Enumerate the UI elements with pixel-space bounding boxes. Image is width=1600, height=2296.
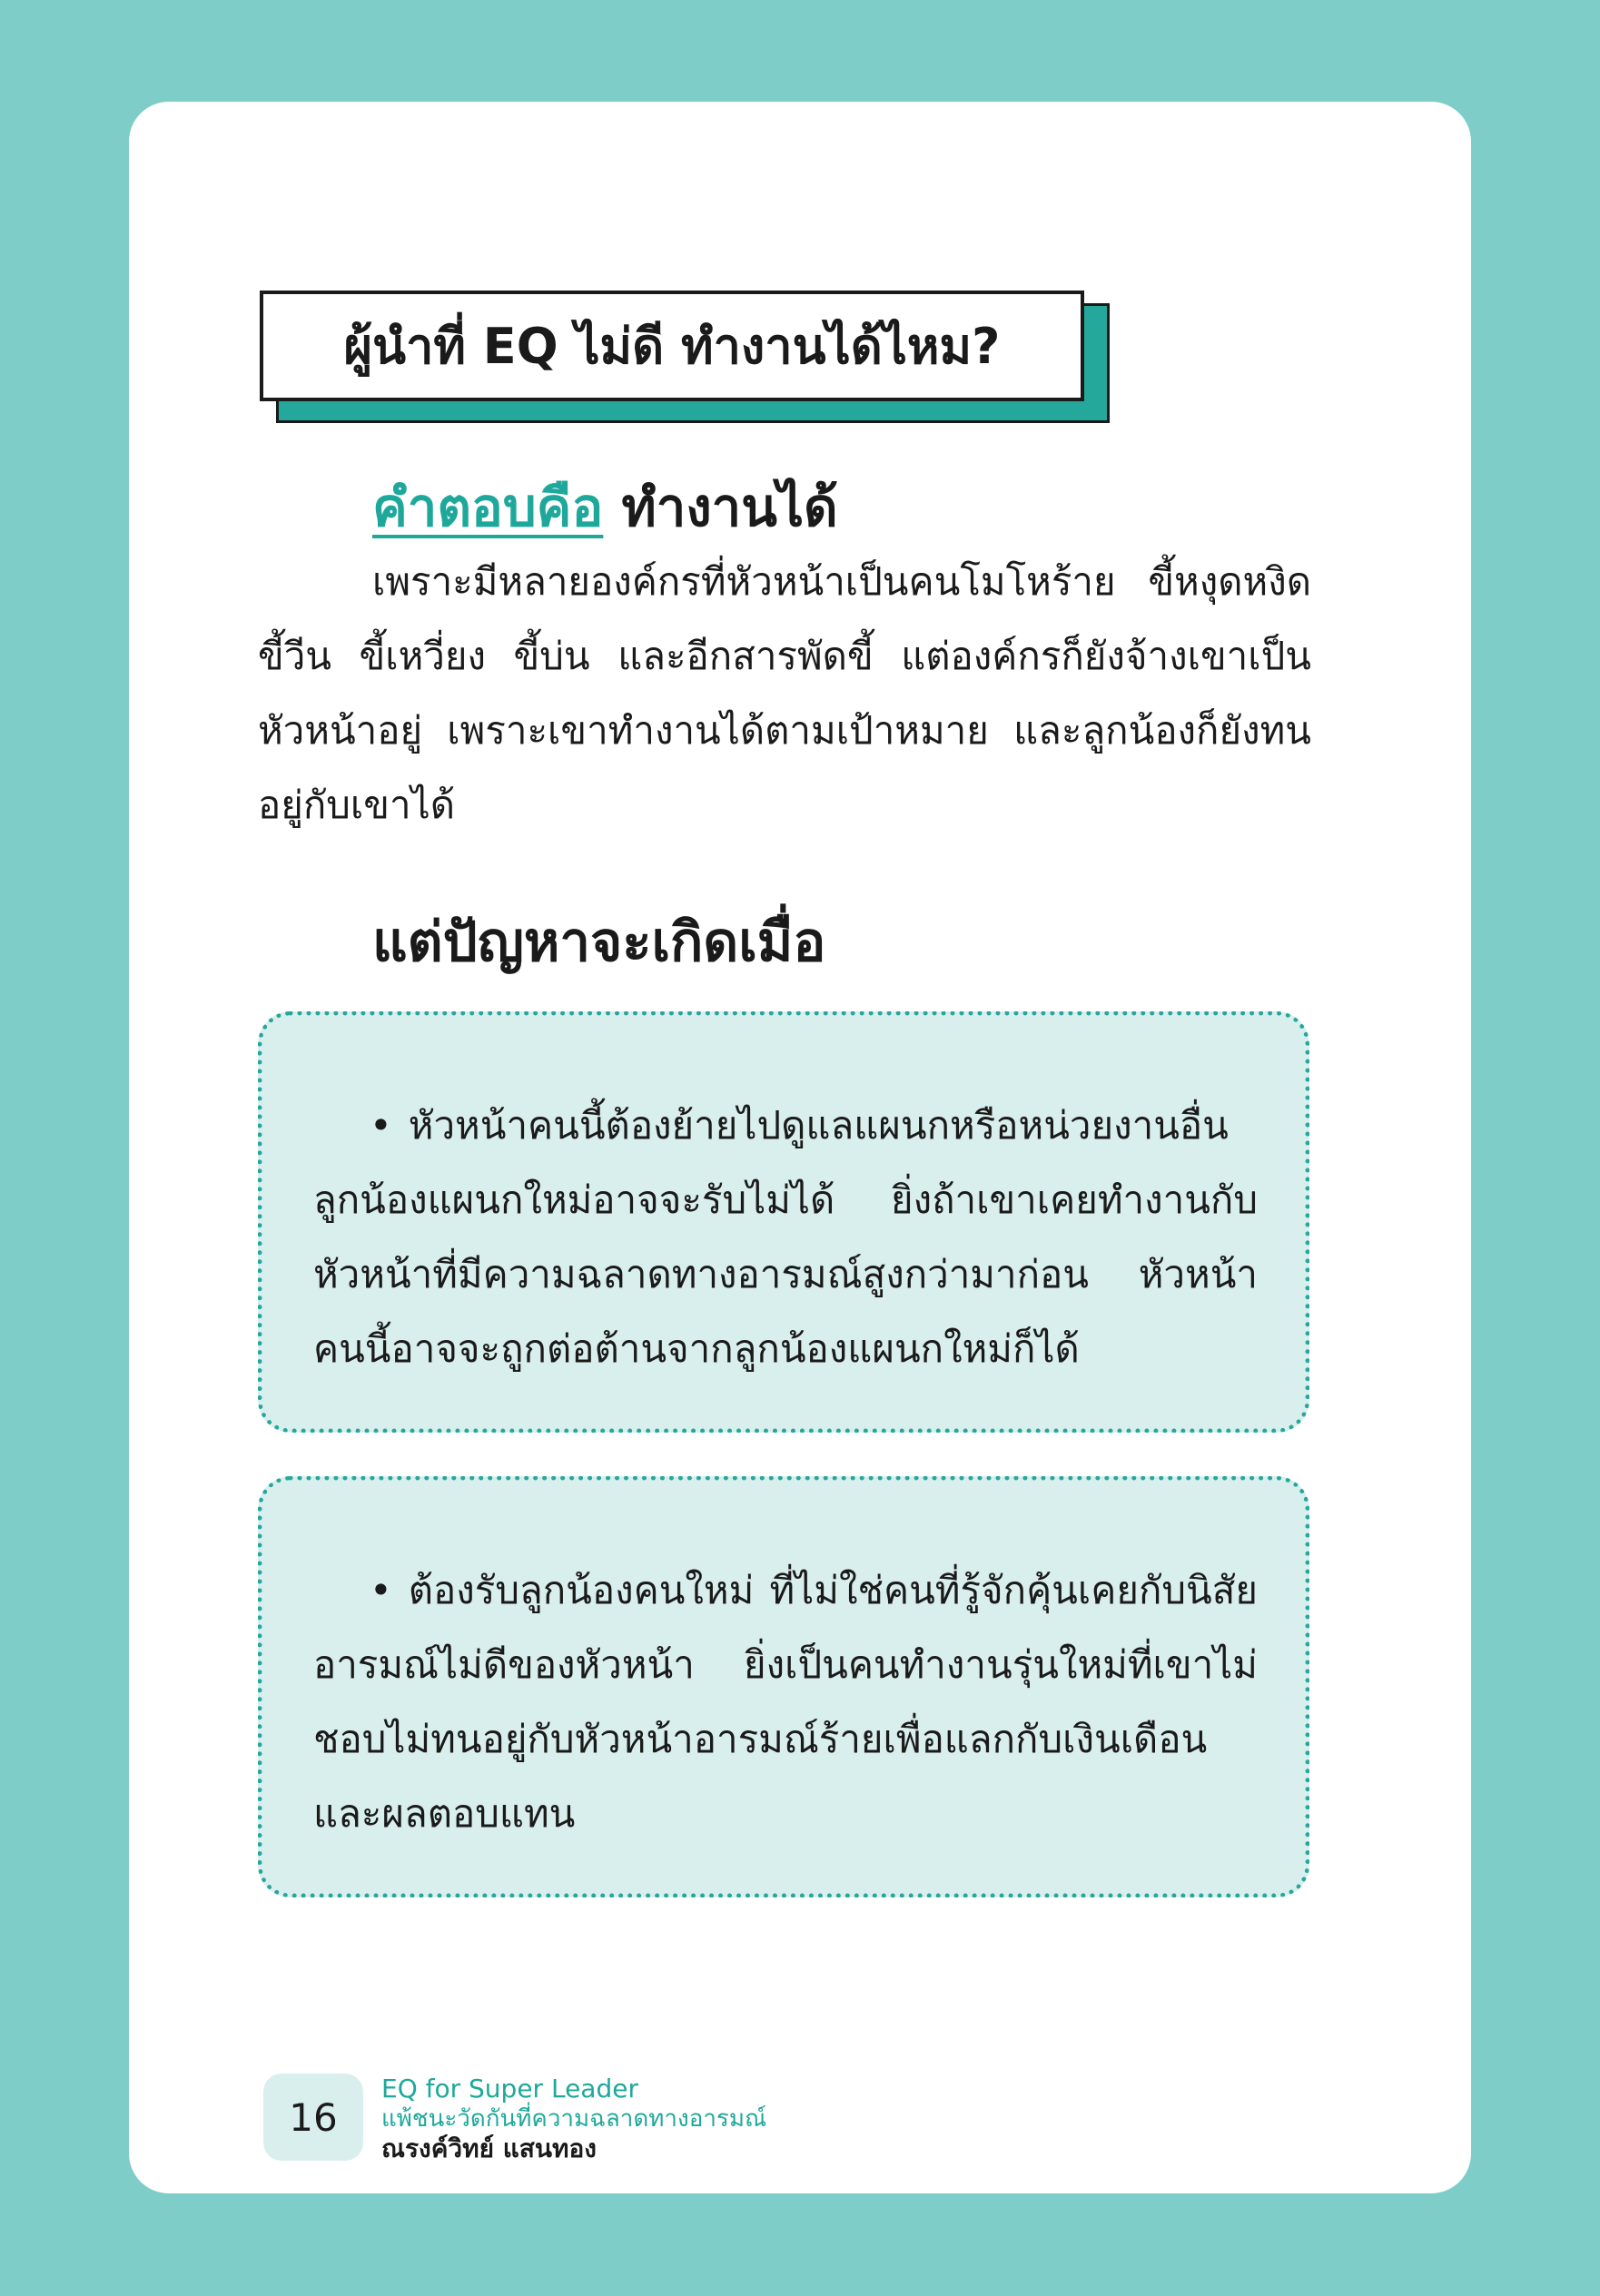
bullet-text: หัวหน้าคนนี้ต้องย้ายไปดูแลแผนกหรือหน่วยงานอื่น ลูกน้องแผนกใหม่อาจจะรับไม่ได้ ยิ่งถ้าเขาเคยทำงานกับหัวหน้าที่มีความฉลาดทางอารมณ์สูงกว่ามาก่อน หัวหน้าคนนี้อาจจะถูกต่อต้านจากลูกน้องแผนกใหม่ก็ได้	[313, 1103, 1258, 1371]
bullet-text: ต้องรับลูกน้องคนใหม่ ที่ไม่ใช่คนที่รู้จักคุ้นเคยกับนิสัยอารมณ์ไม่ดีของหัวหน้า ยิ่งเป็นคนทำงานรุ่นใหม่ที่เขาไม่ชอบไม่ทนอยู่กับหัวหน้าอารมณ์ร้ายเพื่อแลกกับเงินเดือนและผลตอบแทน	[313, 1568, 1258, 1836]
bullet-item	[313, 1553, 1258, 1851]
page-title: ผู้นำที่ EQ ไม่ดี ทำงานได้ไหม?	[343, 318, 1001, 375]
footer	[381, 2074, 766, 2164]
bullet-icon: •	[370, 1103, 392, 1148]
bullet-item	[313, 1089, 1258, 1386]
answer-label: คำตอบคือ	[372, 477, 604, 538]
page-number: 16	[263, 2074, 363, 2161]
book-title: EQ for Super Leader	[381, 2074, 638, 2104]
subheading: แต่ปัญหาจะเกิดเมื่อ	[372, 911, 826, 974]
bullet-icon: •	[370, 1568, 392, 1612]
intro-paragraph: เพราะมีหลายองค์กรที่หัวหน้าเป็นคนโมโหร้าย ขี้หงุดหงิด ขี้วีน ขี้เหวี่ยง ขี้บ่น และอีกสารพัดขี้ แต่องค์กรก็ยังจ้างเขาเป็นหัวหน้าอยู่ เพราะเขาทำงานได้ตามเป้าหมาย และลูกน้องก็ยังทนอยู่กับเขาได้	[258, 559, 1311, 827]
author-name: ณรงค์วิทย์ แสนทอง	[381, 2133, 597, 2163]
book-subtitle: แพ้ชนะวัดกันที่ความฉลาดทางอารมณ์	[381, 2105, 767, 2133]
bullet-box-1	[258, 1011, 1309, 1433]
answer-line	[372, 465, 838, 549]
bullet-box-2	[258, 1476, 1309, 1897]
answer-text: ทำงานได้	[621, 477, 838, 538]
title-box	[260, 291, 1084, 401]
